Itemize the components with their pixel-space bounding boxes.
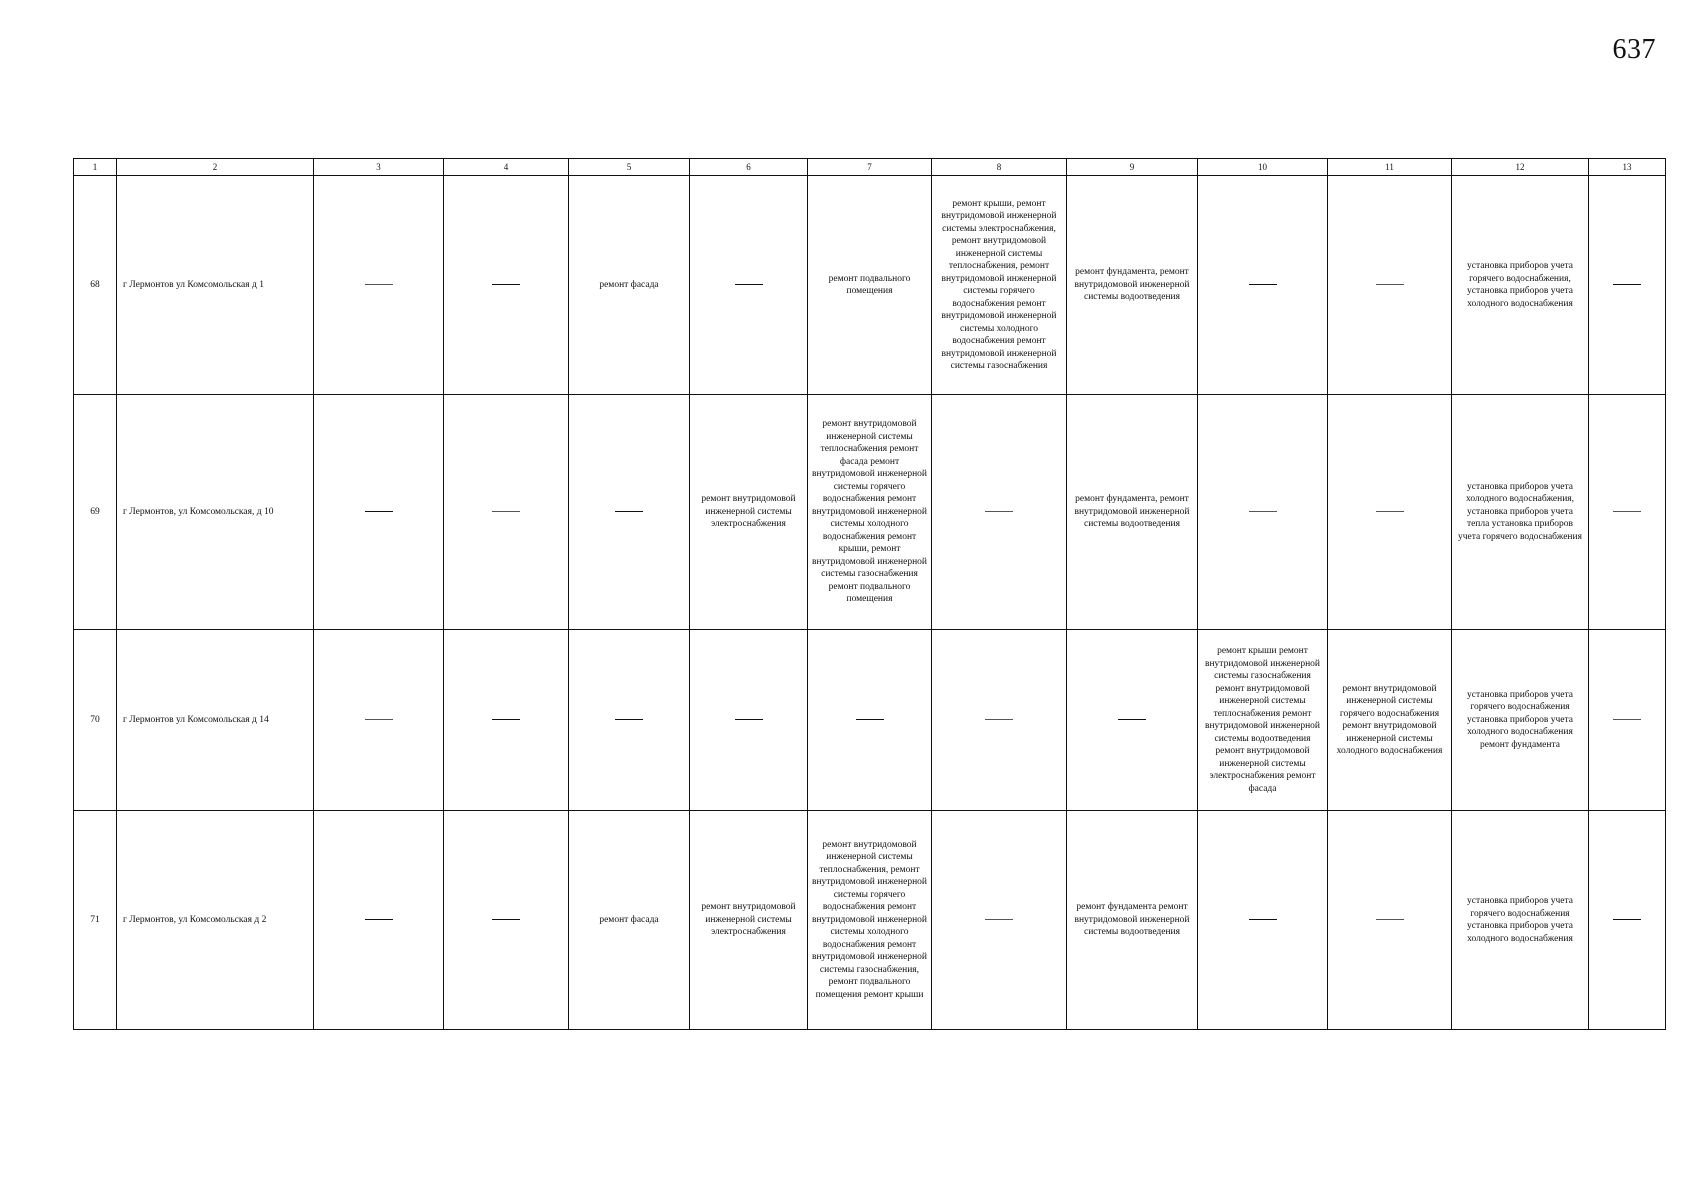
work-cell: установка приборов учета горячего водоснабжения установка приборов учета холодного водоснабжения <box>1452 811 1589 1030</box>
dash-mark <box>365 919 393 920</box>
empty-cell <box>1198 395 1328 630</box>
work-cell: ремонт внутридомовой инженерной системы электроснабжения <box>690 811 808 1030</box>
dash-mark <box>1376 284 1404 285</box>
column-header: 2 <box>117 159 314 176</box>
address-cell: г Лермонтов, ул Комсомольская, д 10 <box>117 395 314 630</box>
column-header: 1 <box>74 159 117 176</box>
column-header: 10 <box>1198 159 1328 176</box>
work-cell: ремонт фасада <box>569 811 690 1030</box>
column-header: 13 <box>1589 159 1666 176</box>
dash-mark <box>1376 511 1404 512</box>
dash-mark <box>365 284 393 285</box>
table-row <box>74 811 1666 1030</box>
empty-cell <box>444 395 569 630</box>
dash-mark <box>615 719 643 720</box>
dash-mark <box>492 511 520 512</box>
row-number: 70 <box>74 630 117 811</box>
empty-cell <box>314 176 444 395</box>
empty-cell <box>1328 395 1452 630</box>
page-number: 637 <box>1612 34 1656 65</box>
empty-cell <box>1589 630 1666 811</box>
table-row <box>74 630 1666 811</box>
empty-cell <box>1589 395 1666 630</box>
dash-mark <box>735 284 763 285</box>
empty-cell <box>932 811 1067 1030</box>
dash-mark <box>365 511 393 512</box>
dash-mark <box>1613 919 1641 920</box>
work-cell: ремонт фундамента, ремонт внутридомовой инженерной системы водоотведения <box>1067 395 1198 630</box>
dash-mark <box>856 719 884 720</box>
repair-program-table <box>73 158 1666 1030</box>
empty-cell <box>314 395 444 630</box>
dash-mark <box>365 719 393 720</box>
work-cell: ремонт крыши ремонт внутридомовой инженерной системы газоснабжения ремонт внутридомовой инженерной системы теплоснабжения ремонт внутридомовой инженерной системы водоотведения ремонт внутридомовой инженерной системы электроснабжения ремонт фасада <box>1198 630 1328 811</box>
work-cell: ремонт внутридомовой инженерной системы электроснабжения <box>690 395 808 630</box>
address-cell: г Лермонтов ул Комсомольская д 14 <box>117 630 314 811</box>
column-header: 12 <box>1452 159 1589 176</box>
empty-cell <box>444 630 569 811</box>
work-cell: ремонт внутридомовой инженерной системы теплоснабжения ремонт фасада ремонт внутридомовой инженерной системы горячего водоснабжения ремонт внутридомовой инженерной системы холодного водоснабжения ремонт крыши, ремонт внутридомовой инженерной системы газоснабжения ремонт подвального помещения <box>808 395 932 630</box>
dash-mark <box>492 284 520 285</box>
empty-cell <box>1328 176 1452 395</box>
column-number-row <box>74 159 1666 176</box>
empty-cell <box>808 630 932 811</box>
column-header: 5 <box>569 159 690 176</box>
empty-cell <box>444 176 569 395</box>
row-number: 71 <box>74 811 117 1030</box>
column-header: 4 <box>444 159 569 176</box>
address-cell: г Лермонтов ул Комсомольская д 1 <box>117 176 314 395</box>
empty-cell <box>1198 811 1328 1030</box>
dash-mark <box>985 919 1013 920</box>
dash-mark <box>1249 284 1277 285</box>
dash-mark <box>985 719 1013 720</box>
empty-cell <box>1198 176 1328 395</box>
dash-mark <box>735 719 763 720</box>
empty-cell <box>932 395 1067 630</box>
empty-cell <box>690 630 808 811</box>
dash-mark <box>1613 719 1641 720</box>
work-cell: установка приборов учета горячего водоснабжения, установка приборов учета холодного водоснабжения <box>1452 176 1589 395</box>
empty-cell <box>314 630 444 811</box>
empty-cell <box>569 630 690 811</box>
empty-cell <box>690 176 808 395</box>
row-number: 69 <box>74 395 117 630</box>
dash-mark <box>1118 719 1146 720</box>
column-header: 8 <box>932 159 1067 176</box>
empty-cell <box>1589 176 1666 395</box>
row-number: 68 <box>74 176 117 395</box>
dash-mark <box>1249 919 1277 920</box>
work-cell: установка приборов учета горячего водоснабжения установка приборов учета холодного водоснабжения ремонт фундамента <box>1452 630 1589 811</box>
empty-cell <box>569 395 690 630</box>
dash-mark <box>985 511 1013 512</box>
dash-mark <box>1376 919 1404 920</box>
dash-mark <box>1613 284 1641 285</box>
empty-cell <box>314 811 444 1030</box>
empty-cell <box>1067 630 1198 811</box>
column-header: 9 <box>1067 159 1198 176</box>
work-cell: ремонт внутридомовой инженерной системы горячего водоснабжения ремонт внутридомовой инженерной системы холодного водоснабжения <box>1328 630 1452 811</box>
column-header: 7 <box>808 159 932 176</box>
dash-mark <box>492 919 520 920</box>
dash-mark <box>1249 511 1277 512</box>
work-cell: ремонт подвального помещения <box>808 176 932 395</box>
work-cell: установка приборов учета холодного водоснабжения, установка приборов учета тепла установка приборов учета горячего водоснабжения <box>1452 395 1589 630</box>
work-cell: ремонт фундамента ремонт внутридомовой инженерной системы водоотведения <box>1067 811 1198 1030</box>
column-header: 6 <box>690 159 808 176</box>
table-row <box>74 395 1666 630</box>
work-cell: ремонт фасада <box>569 176 690 395</box>
table-row <box>74 176 1666 395</box>
empty-cell <box>444 811 569 1030</box>
column-header: 11 <box>1328 159 1452 176</box>
dash-mark <box>492 719 520 720</box>
dash-mark <box>615 511 643 512</box>
address-cell: г Лермонтов, ул Комсомольская д 2 <box>117 811 314 1030</box>
work-cell: ремонт внутридомовой инженерной системы теплоснабжения, ремонт внутридомовой инженерной системы горячего водоснабжения ремонт внутридомовой инженерной системы холодного водоснабжения ремонт внутридомовой инженерной системы газоснабжения, ремонт подвального помещения ремонт крыши <box>808 811 932 1030</box>
work-cell: ремонт крыши, ремонт внутридомовой инженерной системы электроснабжения, ремонт внутридомовой инженерной системы теплоснабжения, ремонт внутридомовой инженерной системы горячего водоснабжения ремонт внутридомовой инженерной системы холодного водоснабжения ремонт внутридомовой инженерной системы газоснабжения <box>932 176 1067 395</box>
empty-cell <box>1328 811 1452 1030</box>
column-header: 3 <box>314 159 444 176</box>
dash-mark <box>1613 511 1641 512</box>
work-cell: ремонт фундамента, ремонт внутридомовой инженерной системы водоотведения <box>1067 176 1198 395</box>
empty-cell <box>932 630 1067 811</box>
empty-cell <box>1589 811 1666 1030</box>
